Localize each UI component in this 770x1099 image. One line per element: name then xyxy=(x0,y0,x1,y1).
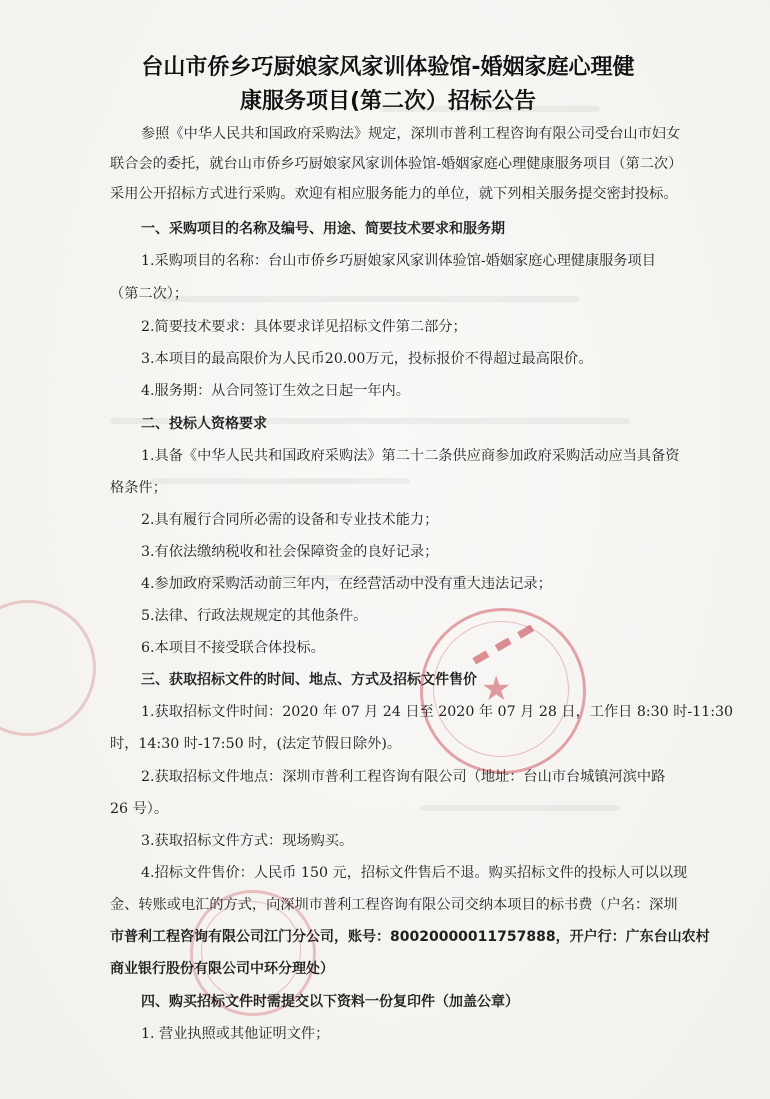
list-item: 1.具备《中华人民共和国政府采购法》第二十二条供应商参加政府采购活动应当具备资 xyxy=(141,448,680,464)
bank-account-info: 市普利工程咨询有限公司江门分公司，账号：80020000011757888，开户行：广东台山农村 xyxy=(110,929,710,945)
section-heading-3: 三、获取招标文件的时间、地点、方式及招标文件售价 xyxy=(141,672,477,688)
bank-account-info: 商业银行股份有限公司中环分理处） xyxy=(110,961,334,977)
official-seal-stamp: ★ ▬ ▬ ▬ xyxy=(420,608,586,774)
list-item: 2.具有履行合同所必需的设备和专业技术能力； xyxy=(141,512,439,528)
partial-seal-stamp xyxy=(0,600,96,736)
list-item: 4.招标文件售价：人民币 150 元，招标文件售后不退。购买招标文件的投标人可以以现 xyxy=(141,865,688,881)
intro-paragraph: 采用公开招标方式进行采购。欢迎有相应服务能力的单位，就下列相关服务提交密封投标。 xyxy=(110,186,678,202)
list-item: 5.法律、行政法规规定的其他条件。 xyxy=(141,608,368,624)
section-heading-1: 一、采购项目的名称及编号、用途、简要技术要求和服务期 xyxy=(141,221,505,237)
list-item: 2.简要技术要求：具体要求详见招标文件第二部分； xyxy=(141,319,467,335)
bleed-mark xyxy=(160,296,580,302)
list-item: 时，14:30 时-17:50 时，(法定节假日除外)。 xyxy=(110,736,402,752)
list-item: 4.参加政府采购活动前三年内，在经营活动中没有重大违法记录； xyxy=(141,576,552,592)
list-item: 6.本项目不接受联合体投标。 xyxy=(141,640,325,656)
list-item: 1. 营业执照或其他证明文件； xyxy=(141,1026,330,1042)
intro-paragraph: 参照《中华人民共和国政府采购法》规定，深圳市普利工程咨询有限公司受台山市妇女 xyxy=(141,126,681,142)
list-item: 1.获取招标文件时间：2020 年 07 月 24 日至 2020 年 07 月 28 日，工作日 8:30 时-11:30 xyxy=(141,704,734,720)
intro-paragraph: 联合会的委托，就台山市侨乡巧厨娘家风家训体验馆-婚姻家庭心理健康服务项目（第二次） xyxy=(110,156,683,172)
list-item: 3.有依法缴纳税收和社会保障资金的良好记录； xyxy=(141,544,439,560)
list-item: 金、转账或电汇的方式，向深圳市普利工程咨询有限公司交纳本项目的标书费（户名：深圳 xyxy=(110,897,678,913)
bleed-mark xyxy=(420,805,620,811)
list-item: （第二次）； xyxy=(110,286,189,302)
list-item: 26 号）。 xyxy=(110,801,169,817)
section-heading-4: 四、购买招标文件时需提交以下资料一份复印件（加盖公章） xyxy=(141,994,519,1010)
list-item: 格条件； xyxy=(110,480,167,496)
list-item: 3.本项目的最高限价为人民币20.00万元，投标报价不得超过最高限价。 xyxy=(141,351,593,367)
list-item: 1.采购项目的名称：台山市侨乡巧厨娘家风家训体验馆-婚姻家庭心理健康服务项目 xyxy=(141,253,656,269)
list-item: 3.获取招标文件方式：现场购买。 xyxy=(141,833,354,849)
bleed-mark xyxy=(150,478,410,484)
section-heading-2: 二、投标人资格要求 xyxy=(141,416,267,432)
page-title-line-1: 台山市侨乡巧厨娘家风家训体验馆-婚姻家庭心理健 xyxy=(141,55,635,80)
page-title-line-2: 康服务项目(第二次）招标公告 xyxy=(239,89,537,114)
list-item: 4.服务期：从合同签订生效之日起一年内。 xyxy=(141,383,410,399)
list-item: 2.获取招标文件地点：深圳市普利工程咨询有限公司（地址：台山市台城镇河滨中路 xyxy=(141,769,666,785)
